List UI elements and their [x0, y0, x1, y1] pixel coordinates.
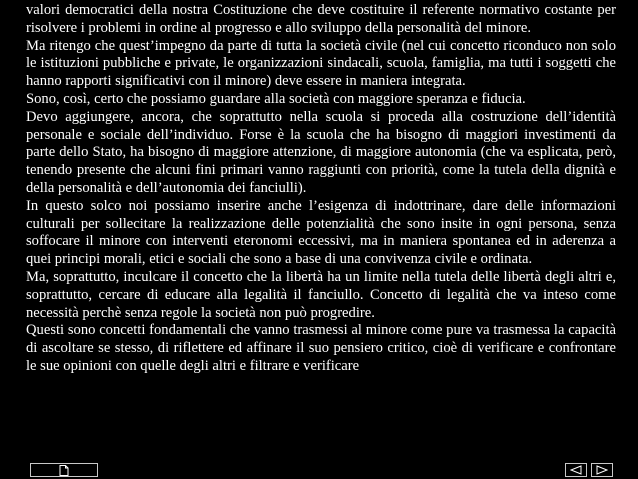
navigation-bar: [0, 461, 638, 479]
document-icon: [59, 465, 69, 476]
paragraph: In questo solco noi possiamo inserire anche l’esigenza di indottrinare, dare delle informazioni culturali per sollecitare la realizzazione delle potenzialità che sono insite in ogni persona, senza soffocare il minore con interventi eteronomi eccessivi, ma in maniera spontanea ed in aderenza a quei principi morali, etici e sociali che sono a base di una convivenza civile e ordinata.: [26, 197, 616, 268]
previous-slide-button[interactable]: [565, 463, 587, 477]
document-body: [26, 2, 616, 376]
paragraph: valori democratici della nostra Costituzione che deve costituire il referente normativo costante per risolvere i problemi in ordine al progresso e allo sviluppo della personalità del minore.: [26, 2, 616, 36]
triangle-right-icon: [596, 465, 608, 475]
paragraph: Ma, soprattutto, inculcare il concetto che la libertà ha un limite nella tutela delle libertà degli altri e, soprattutto, cercare di educare alla legalità il fanciullo. Concetto di legalità che va inteso come necessità perchè senza regole la società non può progredire.: [26, 268, 616, 321]
paragraph: Devo aggiungere, ancora, che soprattutto nella scuola si proceda alla costruzione dell’identità personale e sociale dell’individuo. Forse è la scuola che ha bisogno di maggiori investimenti da parte dello Stato, ha bisogno di maggiore attenzione, di maggiore autonomia (che va esplicata, però, tenendo presente che alcuni fini primari vanno raggiunti con priorità, come la tutela della dignità e della personalità e dell’autonomia dei fanciulli).: [26, 108, 616, 196]
paragraph: Ma ritengo che quest’impegno da parte di tutta la società civile (nel cui concetto riconduco non solo le istituzioni pubbliche e private, le organizzazioni sindacali, scuola, famiglia, ma tutti i soggetti che hanno rapporti significativi con il minore) deve essere in maniera integrata.: [26, 37, 616, 90]
next-slide-button[interactable]: [591, 463, 613, 477]
page-button[interactable]: [30, 463, 98, 477]
paragraph: Sono, così, certo che possiamo guardare alla società con maggiore speranza e fiducia.: [26, 90, 526, 107]
triangle-left-icon: [570, 465, 582, 475]
paragraph: Questi sono concetti fondamentali che vanno trasmessi al minore come pure va trasmessa la capacità di ascoltare se stesso, di riflettere ed affinare il suo pensiero critico, cioè di verificare e confrontare le sue opinioni con quelle degli altri e filtrare e verificare: [26, 322, 616, 374]
